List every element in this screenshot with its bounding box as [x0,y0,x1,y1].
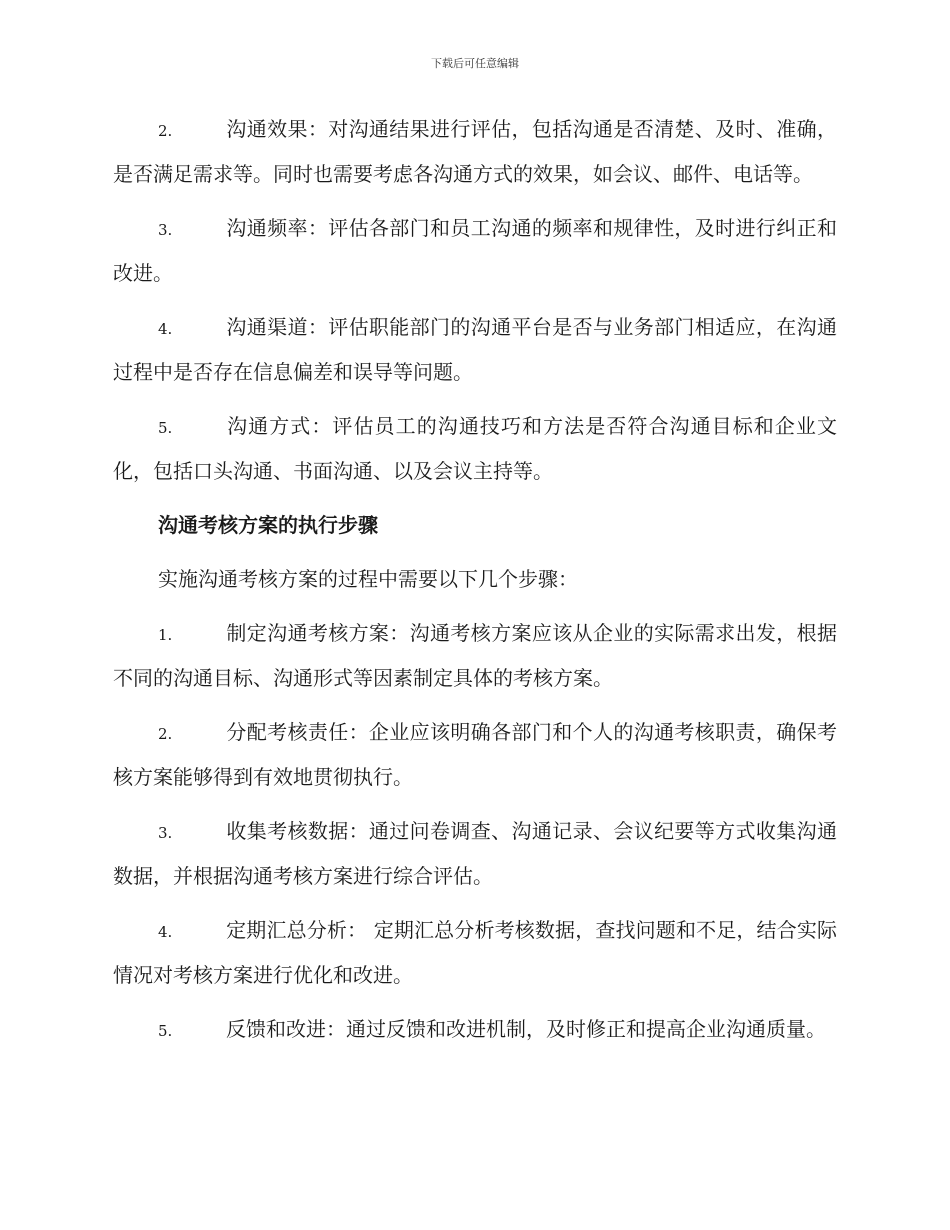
list-item-text: 定期汇总分析： 定期汇总分析考核数据，查找问题和不足，结合实际情况对考核方案进行优化和改进。 [113,918,837,987]
document-body [113,108,837,1064]
list-item-number: 4. [158,320,173,338]
list-item-text: 分配考核责任：企业应该明确各部门和个人的沟通考核职责，确保考核方案能够得到有效地贯彻执行。 [113,720,837,789]
section-intro: 实施沟通考核方案的过程中需要以下几个步骤： [158,567,578,591]
list-item [113,612,837,700]
list-item [113,810,837,898]
list-item-text: 收集考核数据：通过问卷调查、沟通记录、会议纪要等方式收集沟通数据，并根据沟通考核方案进行综合评估。 [113,819,837,888]
list-item-number: 2. [158,122,173,140]
list-item-number: 3. [158,221,173,239]
list-item-text: 沟通方式：评估员工的沟通技巧和方法是否符合沟通目标和企业文化，包括口头沟通、书面沟通、以及会议主持等。 [113,414,837,483]
list-item-text: 沟通频率：评估各部门和员工沟通的频率和规律性，及时进行纠正和改进。 [113,216,837,285]
list-item [113,909,837,997]
list-item-number: 5. [158,419,173,437]
list-item-number: 2. [158,725,173,743]
list-item-text: 沟通效果：对沟通结果进行评估，包括沟通是否清楚、及时、准确，是否满足需求等。同时也需要考虑各沟通方式的效果，如会议、邮件、电话等。 [113,117,837,186]
list-item [113,108,837,196]
list-item-number: 1. [158,626,173,644]
list-item-text: 制定沟通考核方案：沟通考核方案应该从企业的实际需求出发，根据不同的沟通目标、沟通形式等因素制定具体的考核方案。 [113,621,837,690]
list-item [113,405,837,493]
list-item-number: 5. [158,1022,173,1040]
list-item-text: 反馈和改进：通过反馈和改进机制，及时修正和提高企业沟通质量。 [226,1017,826,1041]
list-item-number: 3. [158,824,173,842]
list-item-number: 4. [158,923,173,941]
list-item [113,207,837,295]
list-item [113,1008,837,1053]
list-item-text: 沟通渠道：评估职能部门的沟通平台是否与业务部门相适应，在沟通过程中是否存在信息偏差和误导等问题。 [113,315,837,384]
list-item [113,711,837,799]
section-heading: 沟通考核方案的执行步骤 [158,513,378,537]
page-header: 下载后可任意编辑 [431,57,519,70]
list-item [113,306,837,394]
